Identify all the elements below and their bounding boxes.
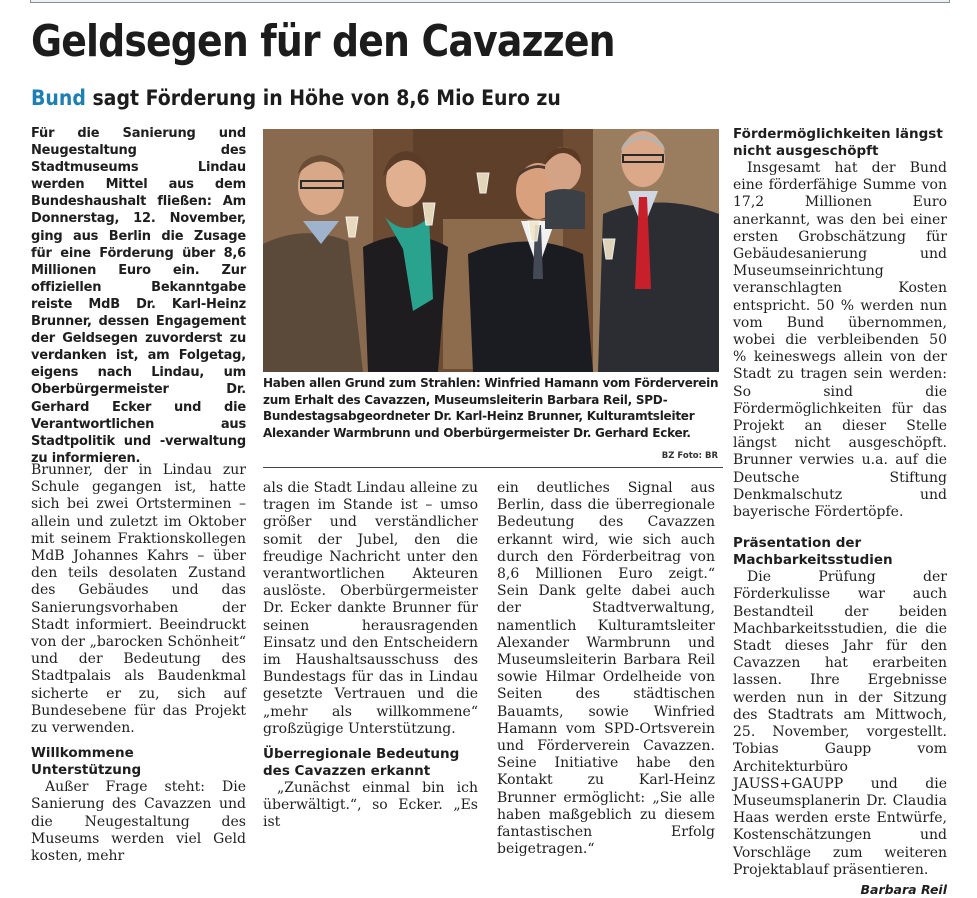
column-2 [263, 480, 478, 832]
author-byline: Barbara Reil [860, 881, 947, 897]
col2-paragraph-2: „Zunächst einmal bin ich überwältigt.“, so Ecker. „Es ist [263, 780, 478, 831]
col2-paragraph-1: als die Stadt Lindau alleine zu tragen im Stande ist – umso größer und verständlicher somit der Jubel, den die freudige Nachricht unter den verantwortlichen Akteuren auslöste. Oberbürgermeister Dr. Ecker dankte Brunner für seinen herausragenden Einsatz und den Entscheidern im Haushaltsausschuss des Bundestags für das in Lindau gesetzte Vertrauen und die „mehr als willkommene“ großzügige Unterstützung. [263, 480, 479, 737]
photo-caption: Haben allen Grund zum Strahlen: Winfried Hamann vom Förderverein zum Erhalt des Cavazzen, Museumsleiterin Barbara Reil, SPD-Bundestagsabgeordneter Dr. Karl-Heinz Brunner, Kulturamtsleiter Alexander Warmbrunn und Oberbürgermeister Dr. Gerhard Ecker. [263, 376, 719, 440]
col4-subheading-1: Fördermöglichkeiten längst nicht ausgeschöpft [733, 126, 943, 159]
photo-credit: BZ Foto: BR [661, 451, 718, 461]
column-1 [31, 462, 246, 865]
caption-divider [263, 467, 723, 468]
col3-paragraph-1: ein deutliches Signal aus Berlin, dass die überregionale Bedeutung des Cavazzen erkannt wird, wie sich auch durch den Förderbeitrag von 8,6 Millionen Euro zeigt.“ Sein Dank gelte dabei auch der Stadtverwaltung, namentlich Kulturamtsleiter Alexander Warmbrunn und Museumsleiterin Barbara Reil sowie Hilmar Ordelheide von Seiten des städtischen Bauamts, sowie Winfried Hamann vom SPD-Ortsverein und Förderverein Cavazzen. Seine Initiative habe den Kontakt zu Karl-Heinz Brunner ermöglicht: „Sie alle haben maßgeblich zu diesem fantastischen Erfolg beigetragen.“ [497, 480, 715, 858]
subheadline-text: sagt Förderung in Höhe von 8,6 Mio Euro zu [85, 86, 561, 110]
column-3 [497, 480, 715, 858]
column-4 [733, 126, 947, 898]
col1-paragraph-1: Brunner, der in Lindau zur Schule gegangen ist, hatte sich bei zwei Ortsterminen – allein und zuletzt im Oktober mit seinem Fraktionskollegen MdB Johannes Kahrs – über den teils desolaten Zustand des Gebäudes und das Sanierungsvorhaben der Stadt informiert. Beeindruckt von der „barocken Schönheit“ und der Bedeutung des Stadtpalais als Baudenkmal sicherte er zu, sich auf Bundesebene für das Projekt zu verwenden. [31, 462, 246, 737]
col4-paragraph-1: Insgesamt hat der Bund eine förderfähige Summe von 17,2 Millionen Euro anerkannt, was den bei einer ersten Grobschätzung für Gebäudesanierung und Museumseinrichtung veranschlagten Kosten entspricht. 50 % werden nun vom Bund übernommen, wobei die verbleibenden 50 % keineswegs allein von der Stadt zu tragen sein werden: So sind die Fördermöglichkeiten für das Projekt an dieser Stelle längst nicht ausgeschöpft. Brunner verwies u.a. auf die Deutsche Stiftung Denkmalschutz und bayerische Fördertöpfe. [733, 160, 947, 521]
col1-paragraph-2: Außer Frage steht: Die Sanierung des Cavazzen und die Neugestaltung des Museums werden viel Geld kosten, mehr [31, 779, 246, 865]
col4-subheading-2: Präsentation der Machbarkeitsstudien [733, 535, 893, 569]
subheadline [31, 86, 561, 110]
headline: Geldsegen für den Cavazzen [31, 16, 615, 67]
col2-subheading: Überregionale Bedeutung des Cavazzen erkannt [263, 746, 460, 780]
article-photo [263, 129, 719, 372]
subheadline-accent: Bund [31, 86, 86, 110]
col1-subheading: Willkommene Unterstützung [31, 745, 142, 779]
page-top-border [30, 0, 950, 3]
lead-paragraph: Für die Sanierung und Neugestaltung des Stadtmuseums Lindau werden Mittel aus dem Bundeshaushalt fließen: Am Donnerstag, 12. November, ging aus Berlin die Zusage für eine Förderung über 8,6 Millionen Euro ein. Zur offiziellen Bekanntgabe reiste MdB Dr. Karl-Heinz Brunner, dessen Engagement der Geldsegen zuvorderst zu verdanken ist, am Folgetag, eigens nach Lindau, um Oberbürgermeister Dr. Gerhard Ecker und die Verantwortlichen aus Stadtpolitik und -verwaltung zu informieren. [31, 126, 246, 466]
col4-paragraph-2: Die Prüfung der Förderkulisse war auch Bestandteil der beiden Machbarkeitsstudien, die die Stadt dieses Jahr für den Cavazzen hat erarbeiten lassen. Ihre Ergebnisse werden nun in der Sitzung des Stadtrats am Mittwoch, 25. November, vorgestellt. Tobias Gaupp vom Architekturbüro JAUSS+GAUPP und die Museumsplanerin Dr. Claudia Haas werden erste Entwürfe, Kostenschätzungen und Vorschläge zum weiteren Projektablauf präsentieren. [733, 569, 947, 878]
